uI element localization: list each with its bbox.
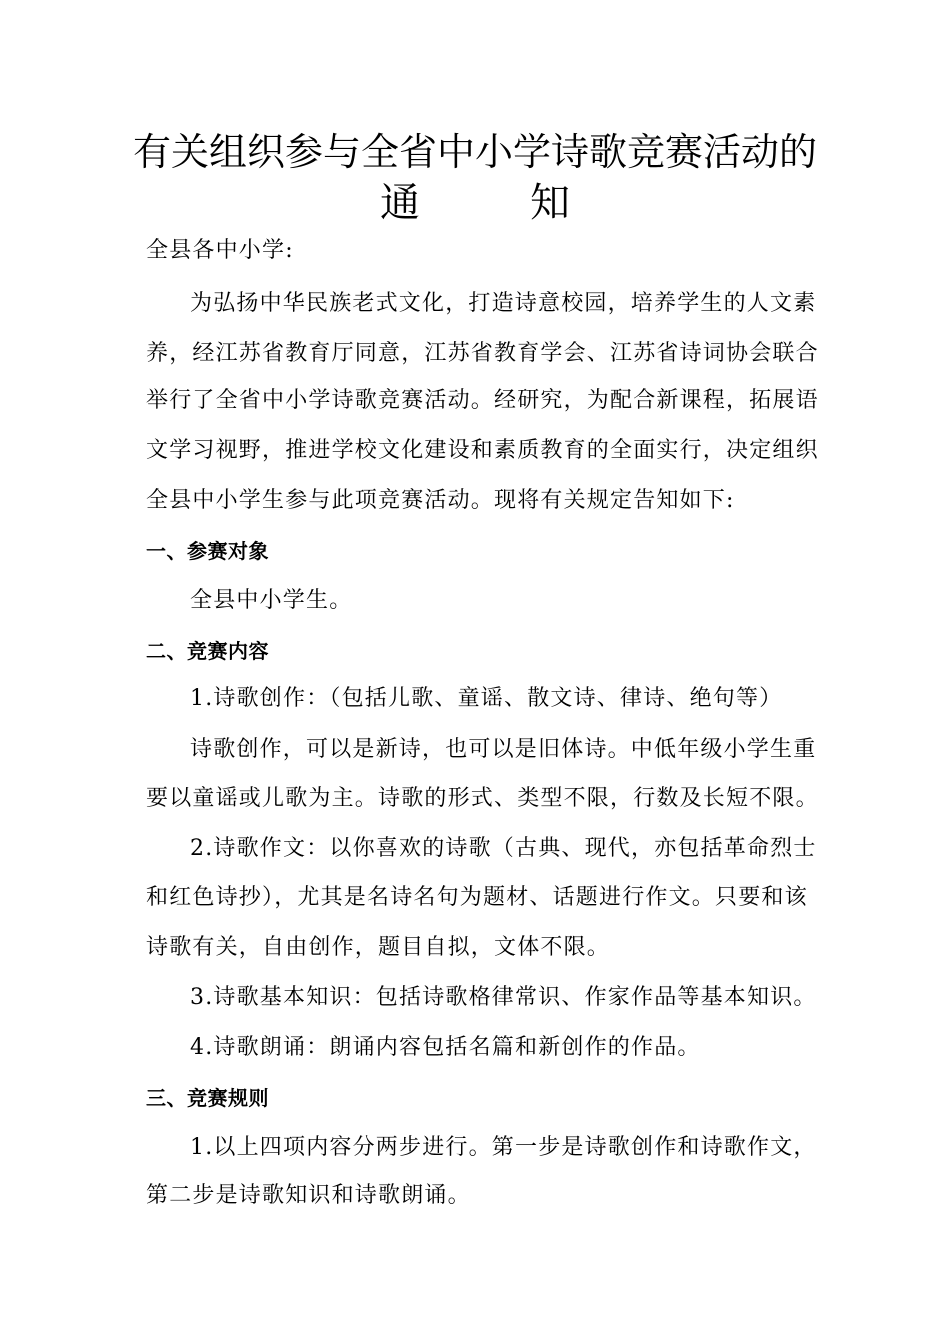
content-item-body: 诗歌有关，自由创作，题目自拟，文体不限。 <box>146 935 611 960</box>
content-item-title: 1.诗歌创作：（包括儿歌、童谣、散文诗、律诗、绝句等） <box>190 686 783 711</box>
content-item-body: 诗歌创作，可以是新诗，也可以是旧体诗。中低年级小学生重 <box>190 737 817 762</box>
content-item-body: 4.诗歌朗诵：朗诵内容包括名篇和新创作的作品。 <box>190 1035 701 1060</box>
intro-line: 举行了全省中小学诗歌竞赛活动。经研究，为配合新课程，拓展语 <box>146 388 819 413</box>
intro-line: 全县中小学生参与此项竞赛活动。现将有关规定告知如下: <box>146 488 735 513</box>
content-item-body: 要以童谣或儿歌为主。诗歌的形式、类型不限，行数及长短不限。 <box>146 786 819 811</box>
document-title-notice <box>0 178 950 228</box>
section-heading: 三、竞赛规则 <box>146 1086 269 1110</box>
section-heading: 二、竞赛内容 <box>146 639 269 663</box>
content-item-body: 2.诗歌作文：以你喜欢的诗歌（古典、现代，亦包括革命烈士 <box>190 836 817 861</box>
intro-line: 养，经江苏省教育厅同意，江苏省教育学会、江苏省诗词协会联合 <box>146 341 819 366</box>
section-body: 全县中小学生。 <box>190 588 353 613</box>
section-heading: 一、参赛对象 <box>146 539 269 563</box>
intro-line: 文学习视野，推进学校文化建设和素质教育的全面实行，决定组织 <box>146 438 819 463</box>
content-item-body: 和红色诗抄），尤其是名诗名句为题材、话题进行作文。只要和该 <box>146 885 808 910</box>
rule-item: 第二步是诗歌知识和诗歌朗诵。 <box>146 1183 471 1208</box>
document-title: 有关组织参与全省中小学诗歌竞赛活动的 <box>132 130 817 174</box>
title-char-1: 通 <box>380 180 420 226</box>
intro-line: 为弘扬中华民族老式文化，打造诗意校园，培养学生的人文素 <box>190 291 817 316</box>
title-char-2: 知 <box>530 180 570 226</box>
rule-item: 1.以上四项内容分两步进行。第一步是诗歌创作和诗歌作文， <box>190 1135 817 1160</box>
content-item-body: 3.诗歌基本知识：包括诗歌格律常识、作家作品等基本知识。 <box>190 985 817 1010</box>
salutation: 全县各中小学: <box>146 238 294 263</box>
